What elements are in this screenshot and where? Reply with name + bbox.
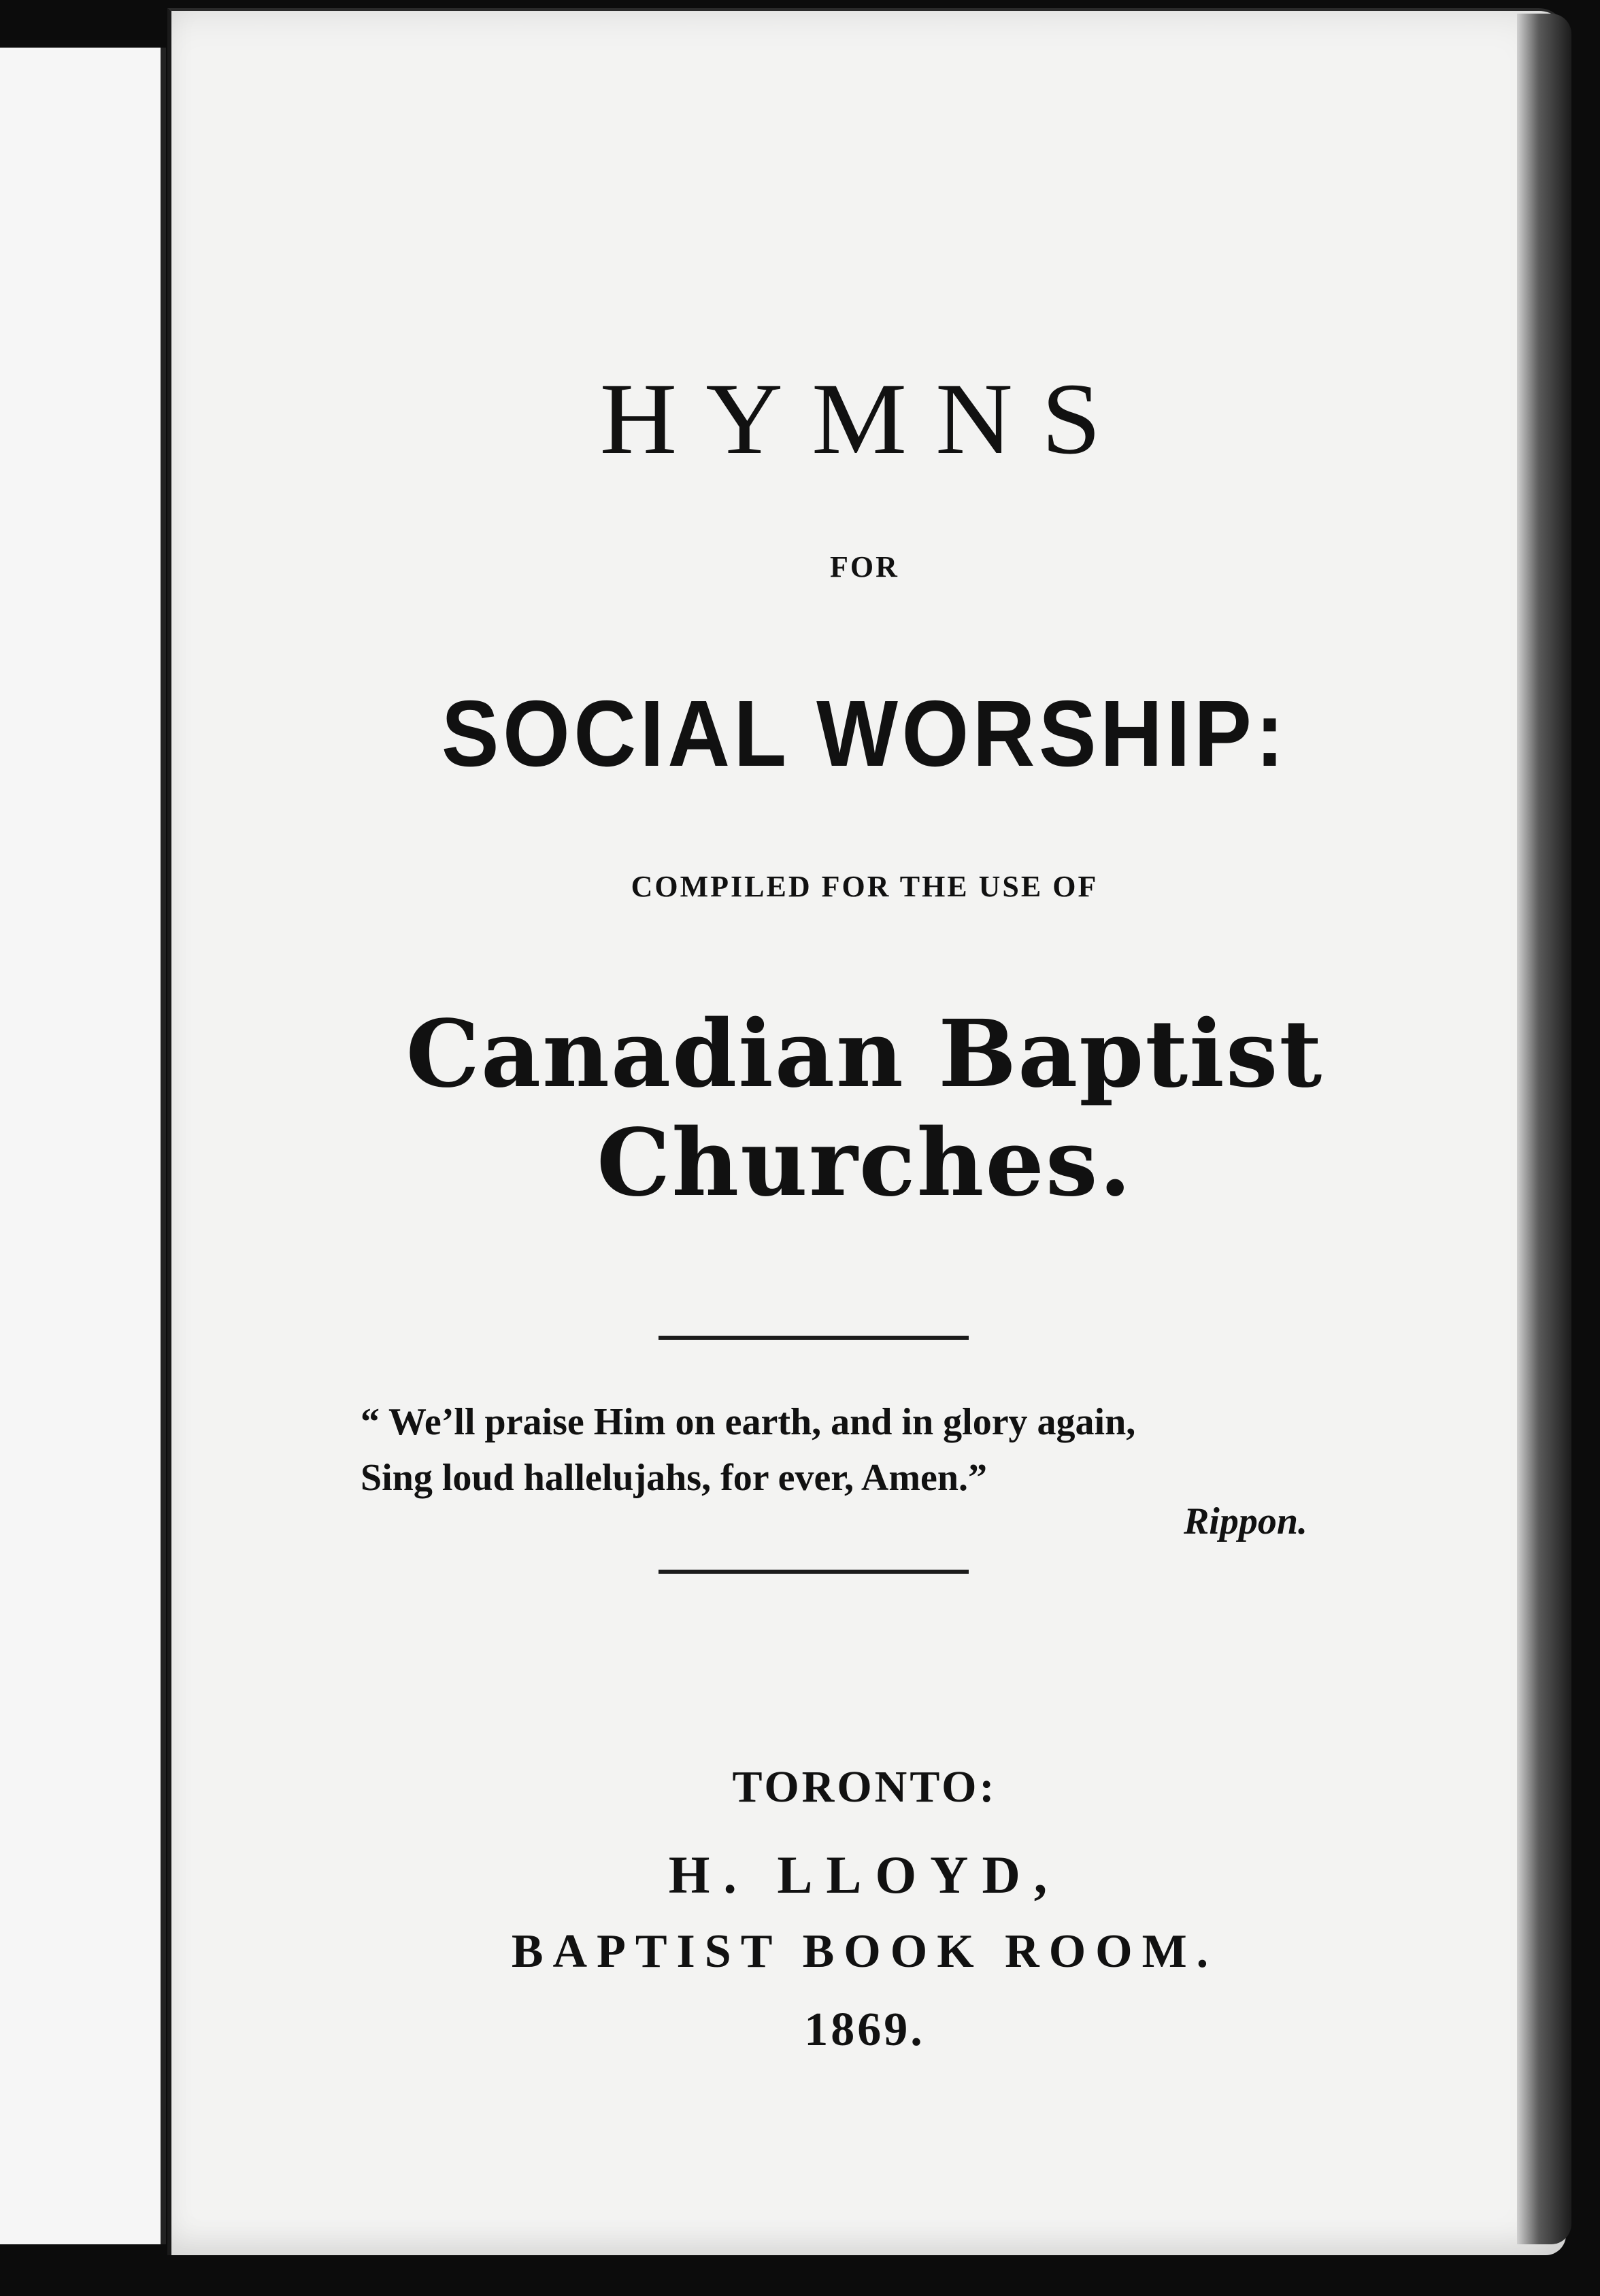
book-title: HYMNS: [599, 362, 1130, 475]
divider-rule-bottom: [659, 1570, 969, 1574]
intended-audience: Canadian Baptist Churches.: [405, 1000, 1324, 1217]
epigraph-line-1: “ We’ll praise Him on earth, and in glory again,: [361, 1401, 1136, 1443]
imprint-year: 1869.: [804, 2004, 925, 2056]
compiled-line: COMPILED FOR THE USE OF: [631, 870, 1099, 903]
book-subtitle: SOCIAL WORSHIP:: [441, 681, 1288, 786]
imprint-bookroom: BAPTIST BOOK ROOM.: [511, 1925, 1218, 1978]
title-connector: FOR: [830, 550, 899, 584]
epigraph-attribution: Rippon.: [1183, 1500, 1307, 1542]
epigraph: [361, 1394, 1135, 1506]
epigraph-line-2: Sing loud hallelujahs, for ever, Amen.”: [361, 1457, 988, 1499]
divider-rule-top: [659, 1336, 969, 1340]
imprint-city: TORONTO:: [732, 1762, 997, 1812]
imprint-publisher: H. LLOYD,: [668, 1845, 1061, 1904]
